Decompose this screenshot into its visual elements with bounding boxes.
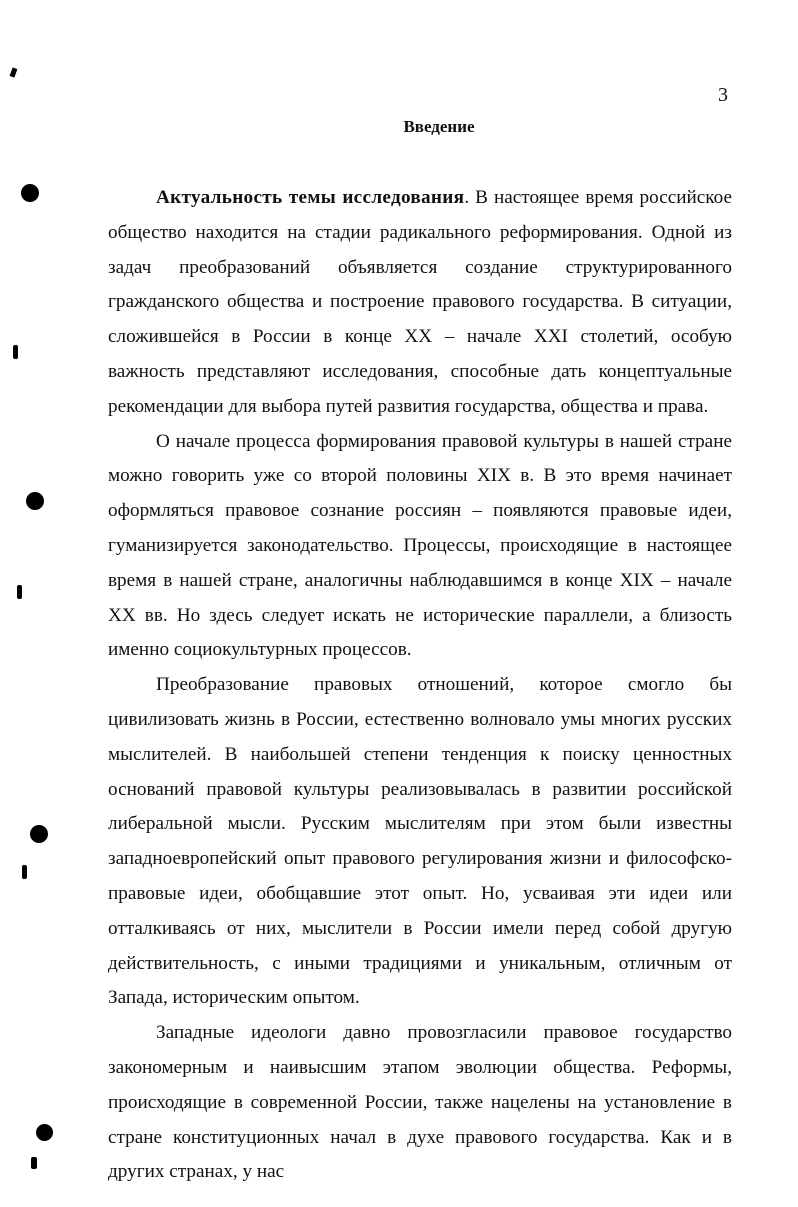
paragraph: Западные идеологи давно провозгласили правовое государство закономерным и наивысшим этапом эволюции общества. Реформы, происходящие в современной России, также нацелены на установление в стране конституционных начал в духе правового государства. Как и в других странах, у нас [108, 1022, 732, 1183]
page-number: 3 [718, 84, 728, 106]
scan-speck [22, 865, 27, 879]
scan-speck [31, 1157, 37, 1169]
paragraph-text: . В настоящее время российское общество находится на стадии радикального реформирования. Одной из задач преобразований объявляется создание структурированного гражданского общества и построение правового государства. В ситуации, сложившейся в России в конце XX – начале XXI столетий, особую важность представляют исследования, способные дать концептуальные рекомендации для выбора путей развития государства, общества и права. [108, 187, 732, 417]
binding-hole-mark [30, 825, 48, 843]
binding-hole-mark [36, 1124, 53, 1141]
paragraph: Преобразование правовых отношений, которое смогло бы цивилизовать жизнь в России, естественно волновало умы многих русских мыслителей. В наибольшей степени тенденция к поиску ценностных оснований правовой культуры реализовывалась в развитии российской либеральной мысли. Русским мыслителям при этом были известны западноевропейский опыт правового регулирования жизни и философско-правовые идеи, обобщавшие этот опыт. Но, усваивая эти идеи или отталкиваясь от них, мыслители в России имели перед собой другую действительность, с иными традициями и уникальным, отличным от Запада, историческим опытом. [108, 674, 732, 1009]
page-title: Введение [403, 117, 475, 136]
scan-speck [13, 345, 18, 359]
scan-speck [10, 67, 18, 77]
binding-hole-mark [21, 184, 39, 202]
binding-hole-mark [26, 492, 44, 510]
paragraph-lead: Актуальность темы исследования [156, 187, 465, 208]
scan-speck [17, 585, 22, 599]
paragraph: О начале процесса формирования правовой культуры в нашей стране можно говорить уже со второй половины XIX в. В это время начинает оформляться правовое сознание россиян – появляются правовые идеи, гуманизируется законодательство. Процессы, происходящие в настоящее время в нашей стране, аналогичны наблюдавшимся в конце XIX – начале XX вв. Но здесь следует искать не исторические параллели, а близость именно социокультурных процессов. [108, 430, 732, 661]
body-text [108, 181, 732, 1190]
paragraph [108, 181, 732, 425]
